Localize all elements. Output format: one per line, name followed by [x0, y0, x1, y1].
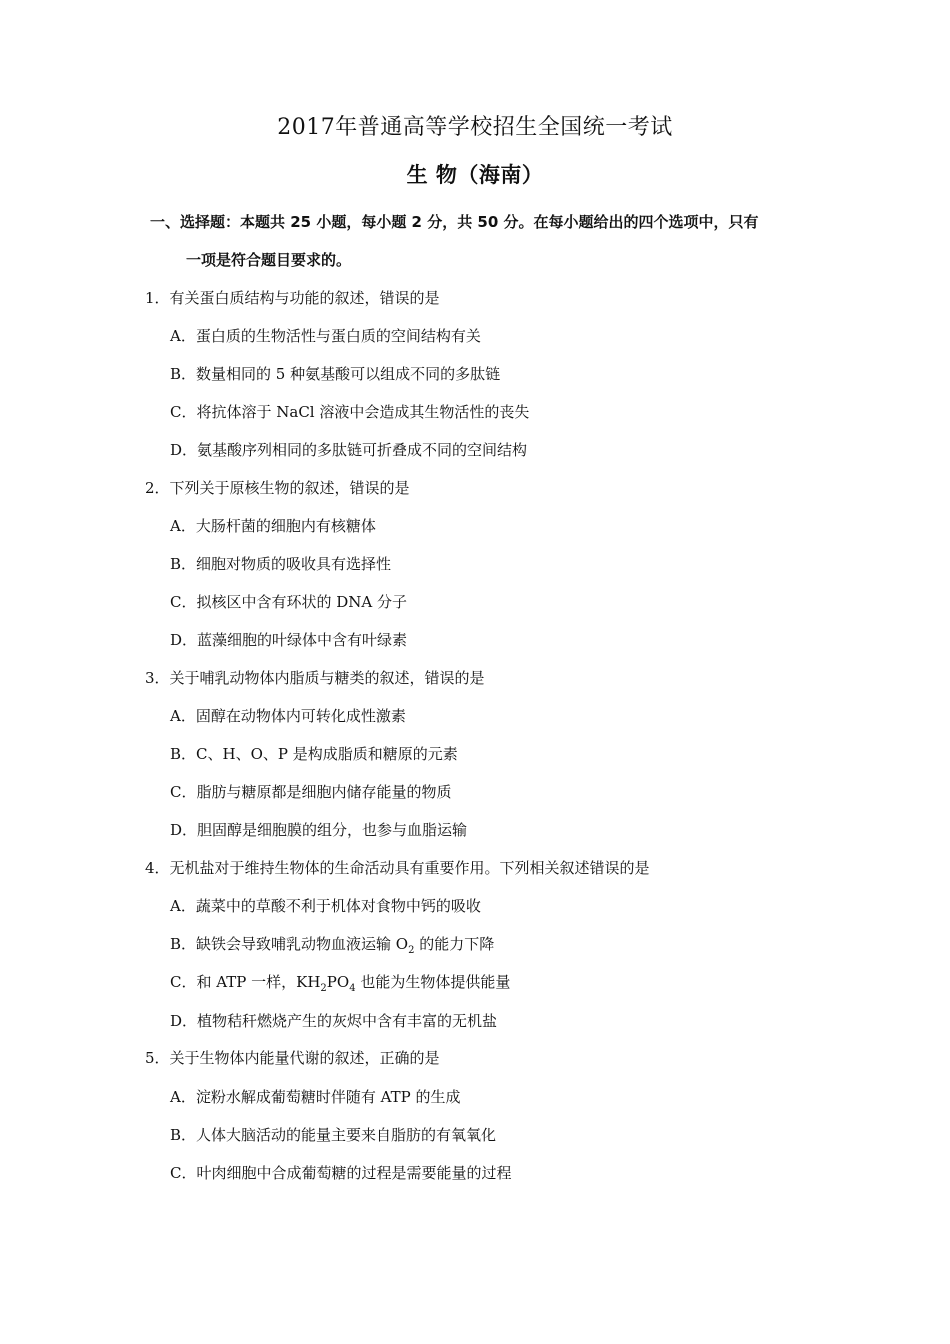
question-4-option-d: D．植物秸秆燃烧产生的灰烬中含有丰富的无机盐 [170, 1012, 498, 1030]
exam-title: 2017年普通高等学校招生全国统一考试 [277, 115, 673, 140]
question-1-option-b: B．数量相同的 5 种氨基酸可以组成不同的多肽链 [170, 365, 501, 383]
option-text: C．和 ATP 一样，KH [170, 973, 321, 991]
section-heading-continued: 一项是符合题目要求的。 [186, 251, 352, 269]
question-3-option-a: A．固醇在动物体内可转化成性激素 [170, 707, 406, 725]
question-2-option-c: C．拟核区中含有环状的 DNA 分子 [170, 593, 407, 611]
question-2-option-d: D．蓝藻细胞的叶绿体中含有叶绿素 [170, 631, 408, 649]
exam-subtitle: 生 物（海南） [406, 163, 544, 187]
question-4-option-a: A．蔬菜中的草酸不利于机体对食物中钙的吸收 [170, 897, 481, 915]
question-2-stem: 2．下列关于原核生物的叙述，错误的是 [145, 479, 410, 497]
question-1-stem: 1．有关蛋白质结构与功能的叙述，错误的是 [145, 289, 440, 307]
option-text: 的能力下降 [414, 935, 495, 953]
question-4-stem: 4．无机盐对于维持生物体的生命活动具有重要作用。下列相关叙述错误的是 [145, 859, 650, 877]
option-text: 也能为生物体提供能量 [355, 973, 511, 991]
question-1-option-a: A．蛋白质的生物活性与蛋白质的空间结构有关 [170, 327, 481, 345]
question-4-option-b [170, 933, 494, 956]
question-5-option-c: C．叶肉细胞中合成葡萄糖的过程是需要能量的过程 [170, 1164, 512, 1182]
question-2-option-a: A．大肠杆菌的细胞内有核糖体 [170, 517, 376, 535]
question-1-option-d: D．氨基酸序列相同的多肽链可折叠成不同的空间结构 [170, 441, 528, 459]
question-5-stem: 5．关于生物体内能量代谢的叙述，正确的是 [145, 1049, 440, 1067]
question-2-option-b: B．细胞对物质的吸收具有选择性 [170, 555, 392, 573]
question-3-option-c: C．脂肪与糖原都是细胞内储存能量的物质 [170, 783, 452, 801]
question-3-option-b: B．C、H、O、P 是构成脂质和糖原的元素 [170, 745, 458, 763]
question-5-option-a: A．淀粉水解成葡萄糖时伴随有 ATP 的生成 [170, 1088, 461, 1106]
subscript: 2 [408, 945, 415, 956]
subscript: 4 [349, 983, 356, 994]
question-4-option-c [170, 971, 510, 994]
question-3-stem: 3．关于哺乳动物体内脂质与糖类的叙述，错误的是 [145, 669, 485, 687]
option-text: PO [326, 973, 350, 991]
question-1-option-c: C．将抗体溶于 NaCl 溶液中会造成其生物活性的丧失 [170, 403, 530, 421]
question-3-option-d: D．胆固醇是细胞膜的组分，也参与血脂运输 [170, 821, 468, 839]
question-5-option-b: B．人体大脑活动的能量主要来自脂肪的有氧氧化 [170, 1126, 497, 1144]
section-heading: 一、选择题：本题共 25 小题，每小题 2 分，共 50 分。在每小题给出的四个选项中，只有 [150, 213, 759, 231]
subscript: 2 [320, 983, 327, 994]
option-text: B．缺铁会导致哺乳动物血液运输 O [170, 935, 409, 953]
